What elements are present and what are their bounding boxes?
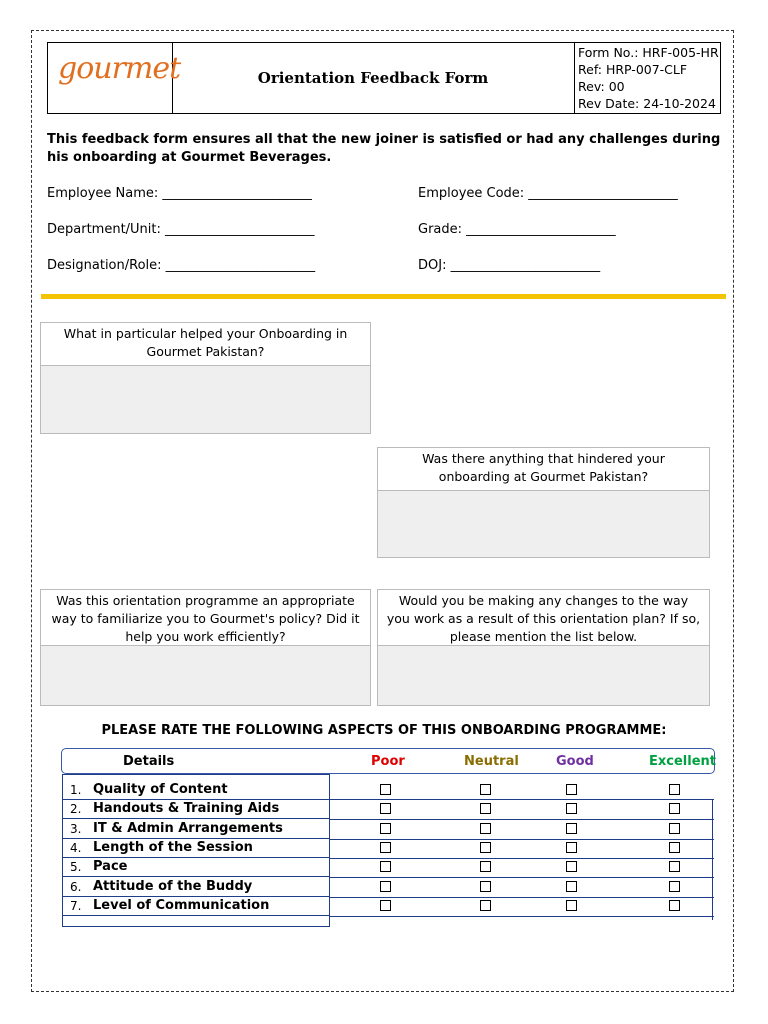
checkbox-poor[interactable] (380, 881, 391, 892)
checkbox-poor[interactable] (380, 823, 391, 834)
checkbox-excellent[interactable] (669, 861, 680, 872)
checkbox-neutral[interactable] (480, 803, 491, 814)
rating-item-number: 3. (70, 821, 82, 836)
row-divider-left (62, 915, 330, 916)
form-ref: Ref: HRP-007-CLF (578, 62, 688, 77)
neutral-header: Neutral (464, 754, 519, 769)
row-divider (330, 877, 714, 878)
checkbox-good[interactable] (566, 861, 577, 872)
row-divider-left (62, 876, 330, 877)
checkbox-neutral[interactable] (480, 842, 491, 853)
checkbox-excellent[interactable] (669, 900, 680, 911)
question-hindered: Was there anything that hindered your onboarding at Gourmet Pakistan? (378, 448, 709, 491)
checkbox-neutral[interactable] (480, 823, 491, 834)
row-divider-left (62, 857, 330, 858)
department-field[interactable]: Department/Unit: _______________________ (47, 222, 315, 237)
rating-item-label: Quality of Content (93, 782, 228, 797)
grade-field[interactable]: Grade: _______________________ (418, 222, 616, 237)
rating-item-label: Level of Communication (93, 897, 270, 913)
form-rev: Rev: 00 (578, 79, 625, 94)
answer-area-appropriate[interactable] (41, 646, 370, 705)
answer-area-helped[interactable] (41, 366, 370, 433)
row-divider-left (62, 896, 330, 897)
gourmet-logo: gourmet (58, 51, 181, 86)
checkbox-neutral[interactable] (480, 861, 491, 872)
checkbox-poor[interactable] (380, 803, 391, 814)
checkbox-poor[interactable] (380, 784, 391, 795)
form-meta (578, 44, 719, 112)
checkbox-neutral[interactable] (480, 900, 491, 911)
checkbox-excellent[interactable] (669, 881, 680, 892)
form-no: Form No.: HRF-005-HR (578, 45, 719, 60)
rating-item-number: 6. (70, 879, 82, 894)
rating-item-label: Handouts & Training Aids (93, 801, 280, 817)
good-header: Good (556, 754, 594, 769)
checkbox-excellent[interactable] (669, 842, 680, 853)
question-box-appropriate (40, 589, 371, 706)
doj-field[interactable]: DOJ: _______________________ (418, 258, 601, 273)
checkbox-good[interactable] (566, 823, 577, 834)
checkbox-good[interactable] (566, 900, 577, 911)
form-rev-date: Rev Date: 24-10-2024 (578, 96, 716, 111)
logo-cell (48, 43, 181, 113)
checkbox-excellent[interactable] (669, 803, 680, 814)
row-divider (330, 819, 714, 820)
rating-header (61, 748, 715, 774)
checkbox-neutral[interactable] (480, 784, 491, 795)
checkbox-good[interactable] (566, 881, 577, 892)
checkbox-neutral[interactable] (480, 881, 491, 892)
checkbox-good[interactable] (566, 784, 577, 795)
checkbox-excellent[interactable] (669, 784, 680, 795)
question-box-hindered (377, 447, 710, 558)
checkbox-poor[interactable] (380, 861, 391, 872)
row-divider (330, 799, 714, 800)
checkbox-poor[interactable] (380, 900, 391, 911)
checkbox-poor[interactable] (380, 842, 391, 853)
poor-header: Poor (371, 754, 405, 769)
rating-item-label: IT & Admin Arrangements (93, 820, 283, 836)
question-box-changes (377, 589, 710, 706)
checkbox-excellent[interactable] (669, 823, 680, 834)
question-changes: Would you be making any changes to the way you work as a result of this orientation plan? If so, please mention the list below. (378, 590, 709, 646)
rating-item-number: 7. (70, 898, 82, 913)
details-header: Details (123, 754, 175, 769)
rating-item-label: Pace (93, 859, 128, 875)
row-divider-left (62, 799, 330, 800)
employee-name-field[interactable]: Employee Name: _______________________ (47, 186, 312, 201)
rating-item-number: 5. (70, 860, 82, 875)
intro-text: This feedback form ensures all that the new joiner is satisfied or had any challenges during his onboarding at Gourmet Beverages. (47, 132, 721, 165)
row-divider-left (62, 818, 330, 819)
checkbox-good[interactable] (566, 803, 577, 814)
rating-right-border (712, 800, 713, 920)
form-title: Orientation Feedback Form (172, 43, 575, 113)
question-appropriate: Was this orientation programme an appropriate way to familiarize you to Gourmet's policy? Did it help you work efficiently? (41, 590, 370, 646)
rating-title: PLEASE RATE THE FOLLOWING ASPECTS OF THIS ONBOARDING PROGRAMME: (101, 723, 667, 738)
row-divider (330, 839, 714, 840)
question-box-helped (40, 322, 371, 434)
rating-item-number: 4. (70, 840, 82, 855)
rating-item-number: 1. (70, 783, 82, 797)
row-divider (330, 897, 714, 898)
rating-item-label: Length of the Session (93, 839, 253, 855)
answer-area-changes[interactable] (378, 646, 709, 705)
checkbox-good[interactable] (566, 842, 577, 853)
section-divider (41, 294, 726, 299)
excellent-header: Excellent (649, 754, 716, 769)
row-divider (330, 858, 714, 859)
designation-field[interactable]: Designation/Role: _______________________ (47, 258, 316, 273)
header-table (47, 42, 721, 114)
row-divider (330, 916, 714, 917)
row-divider-left (62, 838, 330, 839)
employee-code-field[interactable]: Employee Code: _______________________ (418, 186, 678, 201)
rating-item-number: 2. (70, 802, 82, 817)
question-helped: What in particular helped your Onboarding in Gourmet Pakistan? (41, 323, 370, 366)
rating-item-label: Attitude of the Buddy (93, 878, 253, 894)
answer-area-hindered[interactable] (378, 491, 709, 557)
